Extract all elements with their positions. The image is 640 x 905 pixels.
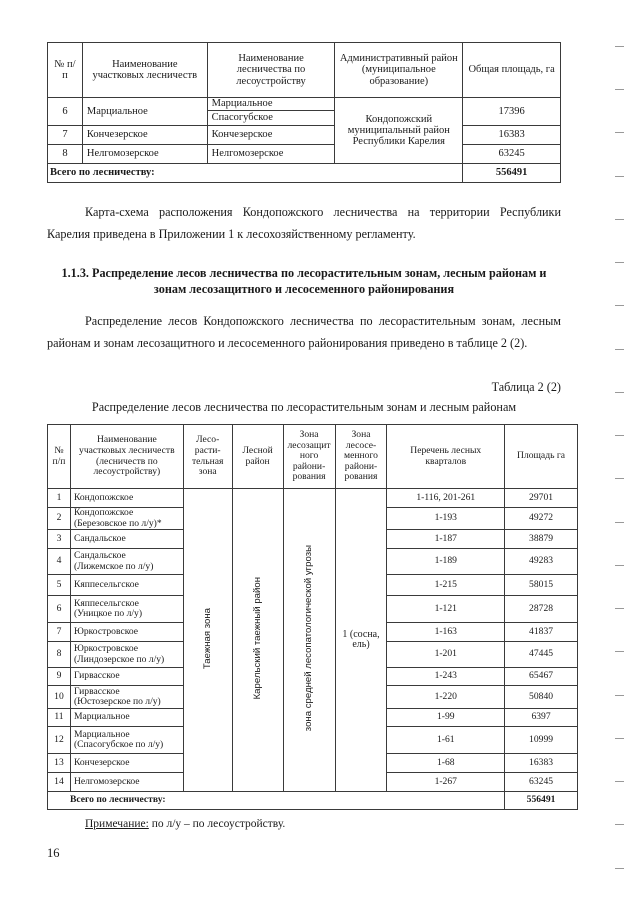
header-quarters: Перечень лесных кварталов — [387, 425, 505, 489]
row-num: 9 — [48, 668, 71, 686]
row-num: 7 — [48, 623, 71, 642]
row-num: 1 — [48, 489, 71, 508]
row-survey-name: Нелгомозерское — [207, 145, 335, 164]
forestry-areas-table-continued — [47, 42, 561, 183]
seed-zone-cell: 1 (сосна, ель) — [335, 489, 387, 792]
forest-zone-text: Таежная зона — [201, 607, 213, 670]
row-area: 49272 — [505, 508, 578, 530]
header-forest-growth-zone: Лесо-расти-тельная зона — [183, 425, 232, 489]
row-area: 17396 — [463, 98, 561, 126]
header-area: Площадь га — [505, 425, 578, 489]
row-area: 28728 — [505, 596, 578, 623]
row-num: 6 — [48, 98, 83, 126]
row-name: Марциальное — [82, 98, 207, 126]
table-row — [48, 98, 561, 111]
table-header-row — [48, 43, 561, 98]
row-num: 5 — [48, 575, 71, 596]
header-protection-zone: Зона лесозащит ного райони-рования — [283, 425, 335, 489]
row-name: Марциальное — [70, 709, 183, 727]
row-quarters: 1-187 — [387, 530, 505, 549]
table-note — [85, 818, 285, 830]
table-header-row — [48, 425, 578, 489]
row-num: 3 — [48, 530, 71, 549]
row-name: Гирвасское — [70, 668, 183, 686]
row-quarters: 1-267 — [387, 773, 505, 792]
row-area: 63245 — [463, 145, 561, 164]
row-survey-name: Кончезерское — [207, 126, 335, 145]
district-cell: Кондопожский муниципальный район Республики Карелия — [335, 98, 463, 164]
header-seed-zone: Зона лесосе-менного райони-рования — [335, 425, 387, 489]
header-forest-district: Лесной район — [232, 425, 283, 489]
row-survey-name: Марциальное — [207, 98, 335, 111]
row-name: Кяппесельгское (Уницкое по л/у) — [70, 596, 183, 623]
row-name: Кондопожское — [70, 489, 183, 508]
row-name: Кончезерское — [70, 754, 183, 773]
row-name: Гирвасское (Юстозерское по л/у) — [70, 686, 183, 709]
page-number: 16 — [47, 846, 60, 860]
row-area: 29701 — [505, 489, 578, 508]
table-row — [48, 145, 561, 164]
row-quarters: 1-116, 201-261 — [387, 489, 505, 508]
total-value: 556491 — [463, 164, 561, 183]
row-area: 50840 — [505, 686, 578, 709]
row-quarters: 1-220 — [387, 686, 505, 709]
row-area: 16383 — [463, 126, 561, 145]
row-name: Юркостровское — [70, 623, 183, 642]
row-area: 47445 — [505, 642, 578, 668]
row-area: 16383 — [505, 754, 578, 773]
row-num: 14 — [48, 773, 71, 792]
row-name: Марциальное (Спасогубское по л/у) — [70, 727, 183, 754]
row-num: 2 — [48, 508, 71, 530]
row-quarters: 1-189 — [387, 549, 505, 575]
table-row — [48, 126, 561, 145]
row-area: 49283 — [505, 549, 578, 575]
note-label: Примечание: — [85, 818, 149, 830]
row-num: 7 — [48, 126, 83, 145]
total-value: 556491 — [505, 792, 578, 810]
row-area: 65467 — [505, 668, 578, 686]
row-quarters: 1-121 — [387, 596, 505, 623]
forest-district-cell — [232, 489, 283, 792]
row-num: 11 — [48, 709, 71, 727]
section-heading: 1.1.3. Распределение лесов лесничества по лесорастительным зонам, лесным районам и зонам лесозащитного и лесосеменного районирования — [61, 266, 547, 296]
total-row — [48, 792, 578, 810]
row-area: 6397 — [505, 709, 578, 727]
row-name: Сандальское — [70, 530, 183, 549]
row-num: 6 — [48, 596, 71, 623]
table-caption: Распределение лесов лесничества по лесорастительным зонам и лесным районам — [91, 400, 517, 414]
protection-zone-cell — [283, 489, 335, 792]
header-total-area: Общая площадь, га — [463, 43, 561, 98]
row-name: Сандальское (Лижемское по л/у) — [70, 549, 183, 575]
row-quarters: 1-243 — [387, 668, 505, 686]
forest-district-text: Карельский таежный район — [251, 577, 263, 700]
row-quarters: 1-201 — [387, 642, 505, 668]
table-row — [48, 489, 578, 508]
note-text: по л/у – по лесоустройству. — [148, 818, 286, 830]
row-name: Кончезерское — [82, 126, 207, 145]
header-admin-district: Административный район (муниципальное образование) — [335, 43, 463, 98]
distribution-paragraph: Распределение лесов Кондопожского лесничества по лесорастительным зонам, лесным районам и зонам лесозащитного и лесосеменного районирования приведено в таблице 2 (2). — [47, 314, 561, 350]
row-area: 41837 — [505, 623, 578, 642]
total-label: Всего по лесничеству: — [48, 792, 505, 810]
row-name: Кондопожское (Березовское по л/у)* — [70, 508, 183, 530]
row-area: 38879 — [505, 530, 578, 549]
row-num: 13 — [48, 754, 71, 773]
table-label: Таблица 2 (2) — [491, 380, 561, 394]
row-num: 12 — [48, 727, 71, 754]
header-num: № п/п — [48, 43, 83, 98]
protection-zone-text: зона средней лесопатологической угрозы — [303, 545, 315, 732]
map-reference-paragraph: Карта-схема расположения Кондопожского лесничества на территории Республики Карелия приведена в Приложении 1 к лесохозяйственному регламенту. — [47, 205, 561, 241]
row-area: 58015 — [505, 575, 578, 596]
row-quarters: 1-163 — [387, 623, 505, 642]
row-name: Нелгомозерское — [70, 773, 183, 792]
row-area: 10999 — [505, 727, 578, 754]
row-quarters: 1-61 — [387, 727, 505, 754]
forest-zone-cell — [183, 489, 232, 792]
row-num: 10 — [48, 686, 71, 709]
row-quarters: 1-99 — [387, 709, 505, 727]
row-survey-name: Спасогубское — [207, 111, 335, 126]
header-forestry-by-survey: Наименование лесничества по лесоустройству — [207, 43, 335, 98]
row-name: Кяппесельгское — [70, 575, 183, 596]
header-num: № п/п — [48, 425, 71, 489]
row-quarters: 1-215 — [387, 575, 505, 596]
row-quarters: 1-193 — [387, 508, 505, 530]
forest-zones-table — [47, 424, 578, 810]
row-name: Юркостровское (Линдозерское по л/у) — [70, 642, 183, 668]
total-label: Всего по лесничеству: — [48, 164, 463, 183]
row-name: Нелгомозерское — [82, 145, 207, 164]
row-quarters: 1-68 — [387, 754, 505, 773]
row-num: 4 — [48, 549, 71, 575]
row-num: 8 — [48, 145, 83, 164]
total-row — [48, 164, 561, 183]
header-local-forestry: Наименование участковых лесничеств (лесничеств по лесоустройству) — [70, 425, 183, 489]
row-area: 63245 — [505, 773, 578, 792]
header-local-forestry: Наименование участковых лесничеств — [82, 43, 207, 98]
row-num: 8 — [48, 642, 71, 668]
